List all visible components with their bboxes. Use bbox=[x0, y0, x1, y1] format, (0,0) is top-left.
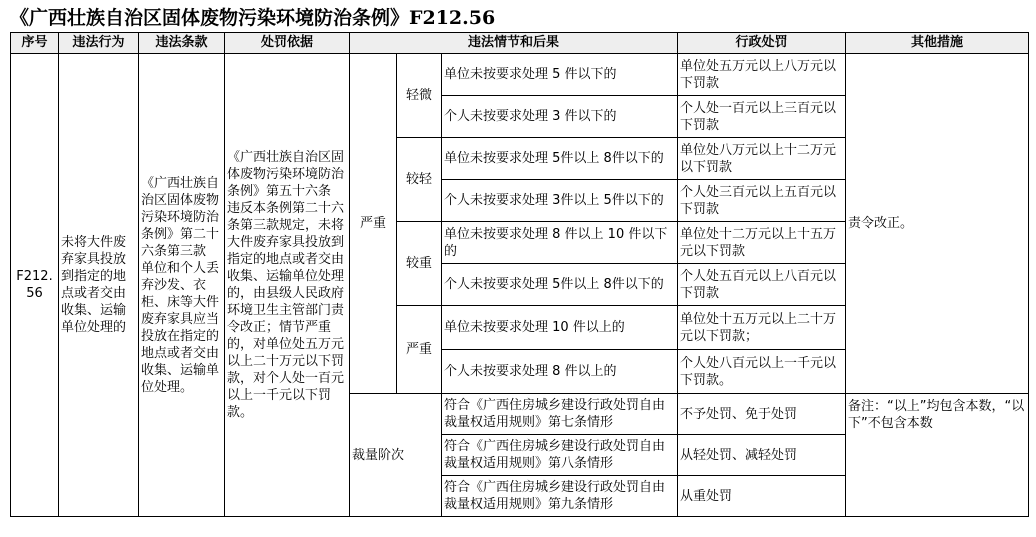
document-title: 《广西壮族自治区固体废物污染环境防治条例》F212.56 bbox=[10, 7, 496, 29]
level-minor: 较轻 bbox=[397, 138, 442, 222]
penalty-amount: 个人处八百元以上一千元以下罚款。 bbox=[678, 350, 846, 394]
header-other: 其他措施 bbox=[846, 33, 1029, 54]
circumstance-detail: 个人未按要求处理 8 件以上的 bbox=[442, 350, 678, 394]
level-light: 轻微 bbox=[397, 54, 442, 138]
header-clause: 违法条款 bbox=[139, 33, 225, 54]
circumstance-detail: 单位未按要求处理 10 件以上的 bbox=[442, 306, 678, 350]
severe-label: 严重 bbox=[350, 54, 397, 394]
violation-act: 未将大件废弃家具投放到指定的地点或者交由收集、运输单位处理的 bbox=[59, 54, 139, 517]
discretion-penalty: 不予处罚、免于处罚 bbox=[678, 394, 846, 435]
violation-clause: 《广西壮族自治区固体废物污染环境防治条例》第二十六条第三款 单位和个人丢弃沙发、衣柜、床等大件废弃家具应当投放在指定的地点或者交由收集、运输单位处理。 bbox=[139, 54, 225, 517]
other-measure: 责令改正。 bbox=[846, 54, 1029, 394]
discretion-penalty: 从重处罚 bbox=[678, 476, 846, 517]
discretion-label: 裁量阶次 bbox=[350, 394, 442, 517]
seq-number: F212.56 bbox=[11, 54, 59, 517]
level-serious: 严重 bbox=[397, 306, 442, 394]
remark-note: 备注：“以上”均包含本数，“以下”不包含本数 bbox=[846, 394, 1029, 517]
circumstance-detail: 单位未按要求处理 5件以上 8件以下的 bbox=[442, 138, 678, 180]
penalty-amount: 个人处一百元以上三百元以下罚款 bbox=[678, 96, 846, 138]
discretion-detail: 符合《广西住房城乡建设行政处罚自由裁量权适用规则》第八条情形 bbox=[442, 435, 678, 476]
penalty-amount: 单位处十二万元以上十五万元以下罚款 bbox=[678, 222, 846, 264]
circumstance-detail: 个人未按要求处理 5件以上 8件以下的 bbox=[442, 264, 678, 306]
header-row bbox=[11, 33, 1029, 54]
penalty-amount: 个人处三百元以上五百元以下罚款 bbox=[678, 180, 846, 222]
header-circumstance: 违法情节和后果 bbox=[350, 33, 678, 54]
level-moderate: 较重 bbox=[397, 222, 442, 306]
circumstance-detail: 个人未按要求处理 3 件以下的 bbox=[442, 96, 678, 138]
header-seq: 序号 bbox=[11, 33, 59, 54]
penalty-amount: 单位处八万元以上十二万元以下罚款 bbox=[678, 138, 846, 180]
penalty-amount: 个人处五百元以上八百元以下罚款 bbox=[678, 264, 846, 306]
penalty-amount: 单位处十五万元以上二十万元以下罚款； bbox=[678, 306, 846, 350]
circumstance-detail: 单位未按要求处理 8 件以上 10 件以下的 bbox=[442, 222, 678, 264]
circumstance-detail: 个人未按要求处理 3件以上 5件以下的 bbox=[442, 180, 678, 222]
header-penalty: 行政处罚 bbox=[678, 33, 846, 54]
header-act: 违法行为 bbox=[59, 33, 139, 54]
penalty-amount: 单位处五万元以上八万元以下罚款 bbox=[678, 54, 846, 96]
discretion-penalty: 从轻处罚、减轻处罚 bbox=[678, 435, 846, 476]
penalty-table bbox=[10, 32, 1029, 517]
circumstance-detail: 单位未按要求处理 5 件以下的 bbox=[442, 54, 678, 96]
discretion-detail: 符合《广西住房城乡建设行政处罚自由裁量权适用规则》第九条情形 bbox=[442, 476, 678, 517]
header-basis: 处罚依据 bbox=[225, 33, 350, 54]
penalty-basis: 《广西壮族自治区固体废物污染环境防治条例》第五十六条 违反本条例第二十六条第三款规定，未将大件废弃家具投放到指定的地点或者交由收集、运输单位处理的，由县级人民政府环境卫生主管部门责令改正；情节严重的，对单位处五万元以上二十万元以下罚款，对个人处一百元以上一千元以下罚款。 bbox=[225, 54, 350, 517]
table-row bbox=[11, 54, 1029, 96]
discretion-detail: 符合《广西住房城乡建设行政处罚自由裁量权适用规则》第七条情形 bbox=[442, 394, 678, 435]
